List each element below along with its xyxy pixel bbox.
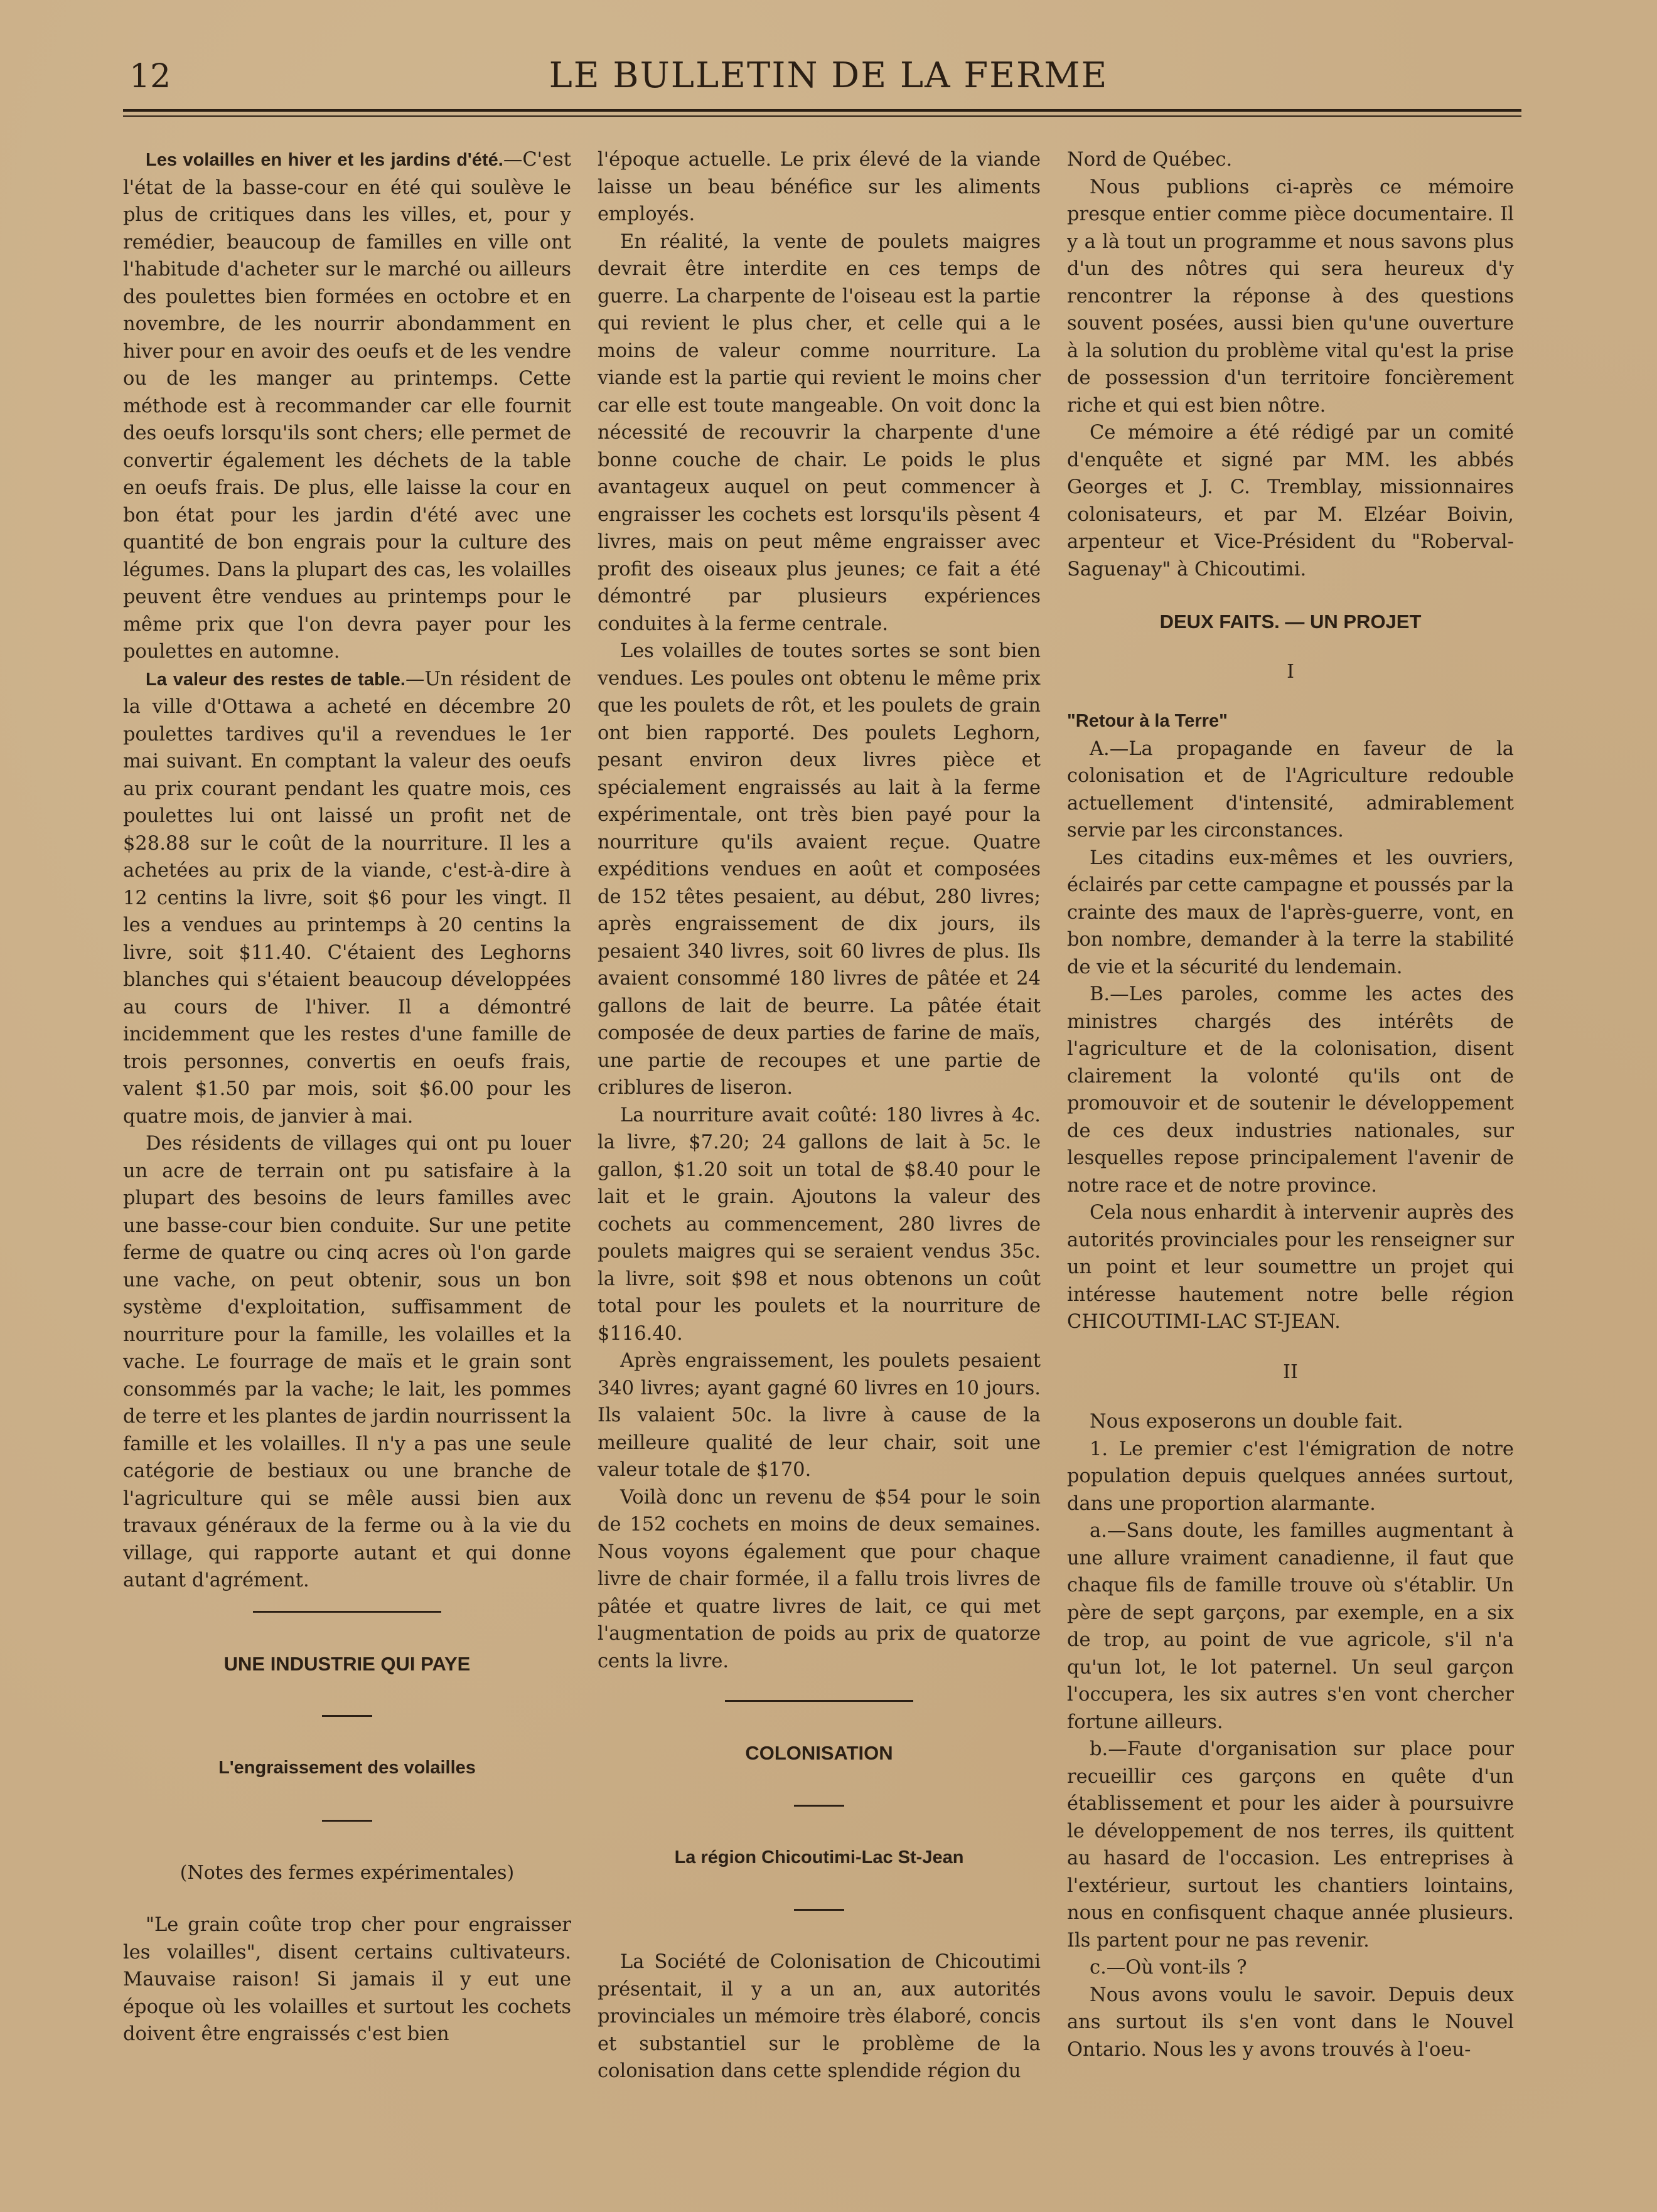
article-subheading: L'engraissement des volailles bbox=[218, 1758, 476, 1778]
paragraph-text: —Un résident de la ville d'Ottawa a acheté en décembre 20 poulettes tardives qu'il a revendues le 1er mai suivant. En comptant la valeur des oeufs au prix courant pendant les quatre mois, ces poulettes lui ont laissé un profit net de $28.88 sur le coût de la nourriture. Il les a achetées au prix de la viande, c'est-à-dire à 12 centins la livre, soit $6 pour les vingt. Il les a vendues au printemps à 20 centins la livre, soit $11.40. C'étaient des Leghorns blanches qui s'étaient beaucoup développées au cours de l'hiver. Il a démontré incidemment que les restes d'une famille de trois personnes, convertis en oeufs frais, valent $1.50 par mois, soit $6.00 pour les quatre mois, de janvier à mai. bbox=[123, 668, 571, 1128]
article-paragraph: 1. Le premier c'est l'émigration de notre population depuis quelques années surtout, dans une proportion alarmante. bbox=[1067, 1438, 1514, 1515]
article-paragraph: c.—Où vont-ils ? bbox=[1090, 1957, 1247, 1979]
article-paragraph: Des résidents de villages qui ont pu louer un acre de terrain ont pu satisfaire à la plupart des besoins de leurs familles avec une basse-cour bien conduite. Sur une petite ferme de quatre ou cinq acres où l'on garde une vache, on peut obtenir, sous un bon système d'exploitation, suffisamment de nourriture pour la famille, les volailles et la vache. Le fourrage de maïs et le grain sont consommés par la vache; le lait, les pommes de terre et les plantes de jardin nourrissent la famille et les volailles. Il n'y a pas une seule catégorie de bestiaux ou une branche de l'agriculture qui se mêle aussi bien aux travaux généraux de la ferme ou à la vie du village, qui rapporte autant et qui donne autant d'agrément. bbox=[123, 1133, 571, 1591]
article-paragraph: La Société de Colonisation de Chicoutimi présentait, il y a un an, aux autorités provinciales un mémoire très élaboré, concis et substantiel sur le problème de la colonisation dans cette splendide région du bbox=[598, 1951, 1041, 2082]
article-paragraph: En réalité, la vente de poulets maigres devrait être interdite en ces temps de guerre. La charpente de l'oiseau est la partie qui revient le plus cher, et celle qui a le moins de valeur comme nourriture. La viande est la partie qui revient le moins cher car elle est toute mangeable. On voit donc la nécessité de recouvrir la charpente d'une bonne couche de chair. Le poids le plus avantageux auquel on peut commencer à engraisser les cochets est lorsqu'ils pèsent 4 livres, mais on peut même engraisser avec profit des oiseaux plus jeunes; ce fait a été démontré par plusieurs expériences conduites à la ferme centrale. bbox=[598, 230, 1041, 635]
article-paragraph bbox=[123, 146, 571, 666]
article-heading: DEUX FAITS. — UN PROJET bbox=[1159, 611, 1422, 633]
section-subtitle: "Retour à la Terre" bbox=[1067, 711, 1228, 731]
article-subheading: La région Chicoutimi-Lac St-Jean bbox=[674, 1847, 964, 1867]
column-3 bbox=[1067, 146, 1514, 2063]
header-rule bbox=[123, 109, 1521, 112]
article-heading: COLONISATION bbox=[745, 1742, 893, 1764]
spacer bbox=[598, 1911, 1041, 1948]
article-paragraph: Ce mémoire a été rédigé par un comité d'enquête et signé par MM. les abbés Georges et J. C. Tremblay, missionnaires colonisateurs, et par M. Elzéar Boivin, arpenteur et Vice-Président du "Roberval-Saguenay" à Chicoutimi. bbox=[1067, 422, 1514, 580]
article-paragraph: B.—Les paroles, comme les actes des ministres chargés des intérêts de l'agriculture et de la colonisation, disent clairement la volonté qu'ils ont de promouvoir et de soutenir le développement de ces deux industries nationales, sur lesquelles repose principalement l'avenir de notre race et de notre province. bbox=[1067, 983, 1514, 1197]
section-number: I bbox=[1287, 660, 1294, 683]
source-note: (Notes des fermes expérimentales) bbox=[180, 1861, 515, 1884]
short-divider bbox=[322, 1820, 372, 1822]
paragraph-text: —C'est l'état de la basse-cour en été qui soulève le plus de critiques dans les villes, et, pour y remédier, beaucoup de familles en ville ont l'habitude d'acheter sur le marché ou ailleurs des poulettes bien formées en octobre et en novembre, de les nourrir abondamment en hiver pour en avoir des oeufs et de les vendre ou de les manger au printemps. Cette méthode est à recommander car elle fournit des oeufs lorsqu'ils sont chers; elle permet de convertir également les déchets de la table en oeufs frais. De plus, elle laisse la cour en bon état pour les jardin d'été avec une quantité de bon engrais pour la culture des légumes. Dans la plupart des cas, les volailles peuvent être vendues au printemps pour le même prix que l'on devra payer pour les poulettes en automne. bbox=[123, 149, 571, 663]
article-paragraph: Les citadins eux-mêmes et les ouvriers, éclairés par cette campagne et poussés par la crainte des maux de l'après-guerre, vont, en bon nombre, demander à la terre la stabilité de vie et la sécurité du lendemain. bbox=[1067, 847, 1514, 978]
article-paragraph: A.—La propagande en faveur de la colonisation et de l'Agriculture redouble actuellement d'intensité, admirablement servie par les circonstances. bbox=[1067, 737, 1514, 842]
article-paragraph: "Le grain coûte trop cher pour engraisser les volailles", disent certains cultivateurs. Mauvaise raison! Si jamais il y eut une époque où les volailles et surtout les cochets doivent être engraissés c'est bien bbox=[123, 1914, 571, 2045]
running-title: LE BULLETIN DE LA FERME bbox=[549, 55, 1108, 96]
section-title: La valeur des restes de table. bbox=[146, 669, 405, 690]
article-paragraph: Nous exposerons un double fait. bbox=[1090, 1411, 1403, 1433]
article-heading: UNE INDUSTRIE QUI PAYE bbox=[223, 1652, 471, 1675]
article-paragraph: l'époque actuelle. Le prix élevé de la viande laisse un beau bénéfice sur les aliments employés. bbox=[598, 149, 1041, 225]
column-1 bbox=[123, 146, 571, 2048]
short-divider bbox=[794, 1805, 844, 1807]
article-paragraph: b.—Faute d'organisation sur place pour recueillir ces garçons en quête d'un établissement et pour les aider à poursuivre le développement de nos terres, ils quittent au hasard de l'occasion. Les entreprises à l'extérieur, surtout les chantiers lointains, nous en confisquent chaque année plusieurs. Ils partent pour ne pas revenir. bbox=[1067, 1738, 1514, 1952]
article-paragraph: Nord de Québec. bbox=[1067, 149, 1233, 171]
page-number: 12 bbox=[129, 58, 171, 95]
article-paragraph: Voilà donc un revenu de $54 pour le soin de 152 cochets en moins de deux semaines. Nous voyons également que pour chaque livre de chair formée, il a fallu trois livres de pâtée et quatre livres de lait, ce qui met l'augmentation de poids au prix de quatorze cents la livre. bbox=[598, 1486, 1041, 1672]
article-paragraph: Nous publions ci-après ce mémoire presque entier comme pièce documentaire. Il y a là tout un programme et nous savons plus d'un des nôtres qui sera heureux d'y rencontrer la réponse à des questions souvent posées, aussi bien qu'une ouverture à la solution du problème vital qu'est la prise de possession d'un territoire foncièrement riche et qui est bien nôtre. bbox=[1067, 176, 1514, 417]
article-paragraph: Nous avons voulu le savoir. Depuis deux ans surtout ils s'en vont dans le Nouvel Ontario. Nous les y avons trouvés à l'oeu- bbox=[1067, 1984, 1514, 2061]
section-divider bbox=[725, 1700, 913, 1702]
section-divider bbox=[253, 1611, 441, 1613]
header-rule-thin bbox=[123, 115, 1521, 117]
section-number: II bbox=[1283, 1360, 1298, 1383]
article-paragraph: a.—Sans doute, les familles augmentant à une allure vraiment canadienne, il faut que chaque fils de famille trouve où s'établir. Un père de sept garçons, par exemple, en a six de trop, au point de vue agricole, s'il n'a qu'un lot, le lot paternel. Un seul garçon l'occupera, les six autres s'en vont chercher fortune ailleurs. bbox=[1067, 1520, 1514, 1733]
column-2 bbox=[598, 146, 1041, 2085]
section-title: Les volailles en hiver et les jardins d'été. bbox=[146, 150, 503, 170]
article-paragraph bbox=[123, 666, 571, 1131]
article-paragraph: La nourriture avait coûté: 180 livres à 4c. la livre, $7.20; 24 gallons de lait à 5c. le gallon, $1.20 soit un total de $8.40 pour le lait et le grain. Ajoutons la valeur des cochets au commencement, 280 livres de poulets maigres qui se seraient vendus 35c. la livre, soit $98 et nous obtenons un coût total pour les poulets et la nourriture de $116.40. bbox=[598, 1104, 1041, 1345]
article-paragraph: Cela nous enhardit à intervenir auprès des autorités provinciales pour les renseigner sur un point et leur soumettre un projet qui intéresse hautement notre belle région CHICOUTIMI-LAC ST-JEAN. bbox=[1067, 1202, 1514, 1333]
article-paragraph: Les volailles de toutes sortes se sont bien vendues. Les poules ont obtenu le même prix que les poulets de rôt, et les poulets de grain ont bien rapporté. Des poulets Leghorn, pesant environ deux livres pièce et spécialement engraissés au lait à la ferme expérimentale, ont très bien payé pour la nourriture qu'ils avaient reçue. Quatre expéditions vendues en août et composées de 152 têtes pesaient, au début, 280 livres; après engraissement de dix jours, ils pesaient 340 livres, soit 60 livres de plus. Ils avaient consommé 180 livres de pâtée et 24 gallons de lait de beurre. La pâtée était composée de deux parties de farine de maïs, une partie de recoupes et une partie de criblures de liseron. bbox=[598, 640, 1041, 1099]
article-paragraph: Après engraissement, les poulets pesaient 340 livres; ayant gagné 60 livres en 10 jours. Ils valaient 50c. la livre à cause de la meilleure qualité de leur chair, soit une valeur totale de $170. bbox=[598, 1350, 1041, 1481]
short-divider bbox=[322, 1715, 372, 1717]
